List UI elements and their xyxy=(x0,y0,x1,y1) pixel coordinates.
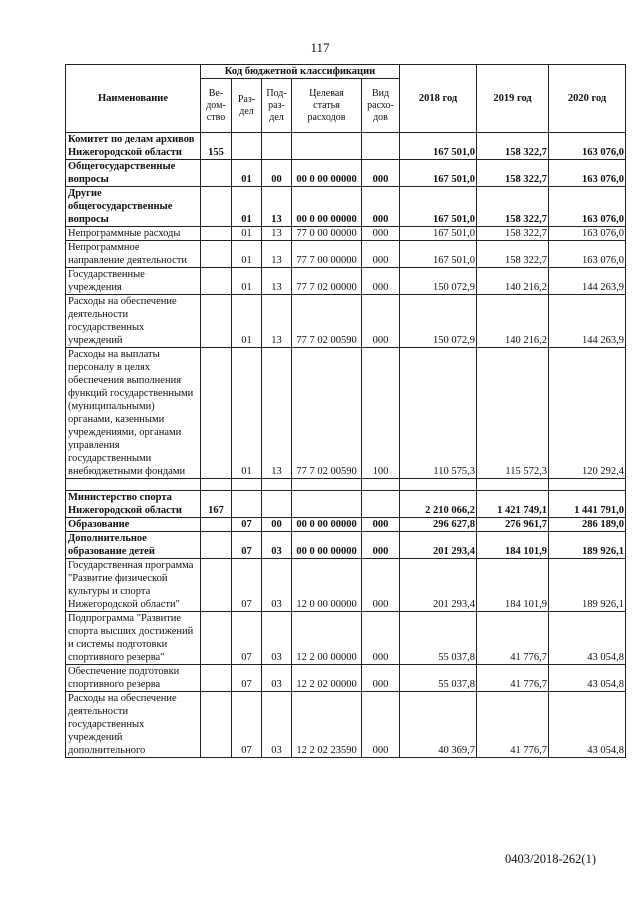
expense-type-cell: 000 xyxy=(362,295,400,348)
empty-cell xyxy=(362,479,400,491)
col-header-2018: 2018 год xyxy=(400,65,477,133)
podrazdel-cell: 00 xyxy=(262,160,292,187)
col-header-tselevaya: Целевая статья расходов xyxy=(292,79,362,133)
amount-2018-cell: 40 369,7 xyxy=(400,692,477,758)
expense-type-cell xyxy=(362,133,400,160)
target-article-cell: 77 0 00 00000 xyxy=(292,227,362,241)
target-article-cell: 00 0 00 00000 xyxy=(292,518,362,532)
amount-2018-cell: 110 575,3 xyxy=(400,348,477,479)
amount-2019-cell: 41 776,7 xyxy=(477,692,549,758)
expense-type-cell: 000 xyxy=(362,692,400,758)
page-number: 117 xyxy=(310,40,330,55)
header-row-top xyxy=(66,65,626,79)
amount-2020-cell: 43 054,8 xyxy=(549,612,626,665)
empty-cell xyxy=(400,479,477,491)
table-row xyxy=(66,665,626,692)
amount-2020-cell: 163 076,0 xyxy=(549,160,626,187)
table-row xyxy=(66,133,626,160)
col-header-name: Наименование xyxy=(66,65,201,133)
name-cell: Другие общегосударственные вопросы xyxy=(66,187,201,227)
podrazdel-cell xyxy=(262,491,292,518)
amount-2018-cell: 55 037,8 xyxy=(400,612,477,665)
col-header-group: Код бюджетной классификации xyxy=(201,65,400,79)
expense-type-cell: 000 xyxy=(362,227,400,241)
razdel-cell: 07 xyxy=(232,612,262,665)
amount-2019-cell: 184 101,9 xyxy=(477,559,549,612)
podrazdel-cell: 13 xyxy=(262,295,292,348)
name-cell: Министерство спорта Нижегородской области xyxy=(66,491,201,518)
amount-2020-cell: 286 189,0 xyxy=(549,518,626,532)
vedomstvo-cell xyxy=(201,187,232,227)
podrazdel-cell xyxy=(262,133,292,160)
amount-2018-cell: 167 501,0 xyxy=(400,160,477,187)
amount-2019-cell: 158 322,7 xyxy=(477,241,549,268)
razdel-cell: 07 xyxy=(232,518,262,532)
target-article-cell: 77 7 02 00590 xyxy=(292,348,362,479)
target-article-cell xyxy=(292,491,362,518)
name-cell: Дополнительное образование детей xyxy=(66,532,201,559)
budget-table xyxy=(65,64,626,758)
podrazdel-cell: 13 xyxy=(262,268,292,295)
razdel-cell: 01 xyxy=(232,241,262,268)
target-article-cell: 12 2 02 00000 xyxy=(292,665,362,692)
col-header-razdel: Раз- дел xyxy=(232,79,262,133)
amount-2020-cell: 1 441 791,0 xyxy=(549,491,626,518)
amount-2018-cell: 150 072,9 xyxy=(400,268,477,295)
vedomstvo-cell xyxy=(201,268,232,295)
amount-2019-cell: 41 776,7 xyxy=(477,612,549,665)
col-header-podrazdel: Под- раз- дел xyxy=(262,79,292,133)
vedomstvo-cell xyxy=(201,160,232,187)
amount-2019-cell: 158 322,7 xyxy=(477,160,549,187)
vedomstvo-cell xyxy=(201,241,232,268)
razdel-cell: 07 xyxy=(232,532,262,559)
table-row xyxy=(66,295,626,348)
vedomstvo-cell xyxy=(201,295,232,348)
amount-2020-cell: 120 292,4 xyxy=(549,348,626,479)
name-cell: Расходы на выплаты персоналу в целях обеспечения выполнения функций государственными (муниципальными) органами, казенными учреждениями, органами управления государственными внебюджетными фондами xyxy=(66,348,201,479)
target-article-cell: 12 2 00 00000 xyxy=(292,612,362,665)
amount-2018-cell: 167 501,0 xyxy=(400,133,477,160)
amount-2020-cell: 163 076,0 xyxy=(549,187,626,227)
table-row xyxy=(66,268,626,295)
vedomstvo-cell xyxy=(201,665,232,692)
empty-cell xyxy=(66,479,201,491)
amount-2019-cell: 158 322,7 xyxy=(477,187,549,227)
amount-2019-cell: 140 216,2 xyxy=(477,295,549,348)
table-row xyxy=(66,532,626,559)
table-row xyxy=(66,518,626,532)
table-row xyxy=(66,241,626,268)
amount-2020-cell: 163 076,0 xyxy=(549,227,626,241)
amount-2020-cell: 163 076,0 xyxy=(549,133,626,160)
name-cell: Непрограммные расходы xyxy=(66,227,201,241)
col-header-vid: Вид расхо- дов xyxy=(362,79,400,133)
name-cell: Непрограммное направление деятельности xyxy=(66,241,201,268)
expense-type-cell: 000 xyxy=(362,518,400,532)
col-header-2020: 2020 год xyxy=(549,65,626,133)
expense-type-cell: 000 xyxy=(362,160,400,187)
target-article-cell xyxy=(292,133,362,160)
name-cell: Образование xyxy=(66,518,201,532)
amount-2019-cell: 1 421 749,1 xyxy=(477,491,549,518)
name-cell: Государственные учреждения xyxy=(66,268,201,295)
expense-type-cell: 000 xyxy=(362,187,400,227)
empty-cell xyxy=(292,479,362,491)
amount-2020-cell: 43 054,8 xyxy=(549,665,626,692)
amount-2018-cell: 167 501,0 xyxy=(400,227,477,241)
amount-2018-cell: 201 293,4 xyxy=(400,532,477,559)
expense-type-cell xyxy=(362,491,400,518)
amount-2018-cell: 55 037,8 xyxy=(400,665,477,692)
name-cell: Комитет по делам архивов Нижегородской области xyxy=(66,133,201,160)
amount-2020-cell: 43 054,8 xyxy=(549,692,626,758)
amount-2020-cell: 163 076,0 xyxy=(549,241,626,268)
target-article-cell: 12 2 02 23590 xyxy=(292,692,362,758)
podrazdel-cell: 00 xyxy=(262,518,292,532)
vedomstvo-cell xyxy=(201,532,232,559)
expense-type-cell: 000 xyxy=(362,612,400,665)
vedomstvo-cell: 155 xyxy=(201,133,232,160)
spacer-row xyxy=(66,479,626,491)
expense-type-cell: 000 xyxy=(362,532,400,559)
expense-type-cell: 000 xyxy=(362,268,400,295)
amount-2018-cell: 296 627,8 xyxy=(400,518,477,532)
amount-2018-cell: 167 501,0 xyxy=(400,241,477,268)
target-article-cell: 00 0 00 00000 xyxy=(292,532,362,559)
podrazdel-cell: 03 xyxy=(262,559,292,612)
table-row xyxy=(66,348,626,479)
name-cell: Государственная программа "Развитие физической культуры и спорта Нижегородской области" xyxy=(66,559,201,612)
target-article-cell: 00 0 00 00000 xyxy=(292,160,362,187)
amount-2018-cell: 167 501,0 xyxy=(400,187,477,227)
razdel-cell: 01 xyxy=(232,227,262,241)
name-cell: Обеспечение подготовки спортивного резерва xyxy=(66,665,201,692)
razdel-cell: 01 xyxy=(232,160,262,187)
amount-2020-cell: 144 263,9 xyxy=(549,295,626,348)
razdel-cell: 07 xyxy=(232,665,262,692)
podrazdel-cell: 13 xyxy=(262,348,292,479)
vedomstvo-cell xyxy=(201,612,232,665)
razdel-cell: 01 xyxy=(232,348,262,479)
vedomstvo-cell xyxy=(201,518,232,532)
empty-cell xyxy=(262,479,292,491)
razdel-cell: 01 xyxy=(232,187,262,227)
target-article-cell: 77 7 00 00000 xyxy=(292,241,362,268)
name-cell: Подпрограмма "Развитие спорта высших достижений и системы подготовки спортивного резерва" xyxy=(66,612,201,665)
amount-2019-cell: 158 322,7 xyxy=(477,227,549,241)
amount-2019-cell: 115 572,3 xyxy=(477,348,549,479)
podrazdel-cell: 13 xyxy=(262,187,292,227)
podrazdel-cell: 13 xyxy=(262,241,292,268)
podrazdel-cell: 13 xyxy=(262,227,292,241)
table-row xyxy=(66,559,626,612)
table-row xyxy=(66,491,626,518)
expense-type-cell: 100 xyxy=(362,348,400,479)
vedomstvo-cell xyxy=(201,692,232,758)
table-row xyxy=(66,227,626,241)
name-cell: Общегосударственные вопросы xyxy=(66,160,201,187)
razdel-cell: 07 xyxy=(232,692,262,758)
amount-2020-cell: 189 926,1 xyxy=(549,532,626,559)
col-header-2019: 2019 год xyxy=(477,65,549,133)
vedomstvo-cell xyxy=(201,348,232,479)
vedomstvo-cell: 167 xyxy=(201,491,232,518)
table-row xyxy=(66,160,626,187)
amount-2019-cell: 158 322,7 xyxy=(477,133,549,160)
razdel-cell xyxy=(232,133,262,160)
document-code: 0403/2018-262(1) xyxy=(505,852,596,866)
amount-2018-cell: 2 210 066,2 xyxy=(400,491,477,518)
empty-cell xyxy=(201,479,232,491)
podrazdel-cell: 03 xyxy=(262,612,292,665)
empty-cell xyxy=(549,479,626,491)
podrazdel-cell: 03 xyxy=(262,665,292,692)
amount-2019-cell: 140 216,2 xyxy=(477,268,549,295)
target-article-cell: 12 0 00 00000 xyxy=(292,559,362,612)
empty-cell xyxy=(232,479,262,491)
expense-type-cell: 000 xyxy=(362,665,400,692)
vedomstvo-cell xyxy=(201,559,232,612)
amount-2018-cell: 201 293,4 xyxy=(400,559,477,612)
amount-2018-cell: 150 072,9 xyxy=(400,295,477,348)
table-row xyxy=(66,692,626,758)
name-cell: Расходы на обеспечение деятельности государственных учреждений дополнительного xyxy=(66,692,201,758)
expense-type-cell: 000 xyxy=(362,559,400,612)
razdel-cell: 07 xyxy=(232,559,262,612)
amount-2020-cell: 189 926,1 xyxy=(549,559,626,612)
amount-2019-cell: 41 776,7 xyxy=(477,665,549,692)
razdel-cell: 01 xyxy=(232,268,262,295)
expense-type-cell: 000 xyxy=(362,241,400,268)
amount-2020-cell: 144 263,9 xyxy=(549,268,626,295)
target-article-cell: 77 7 02 00000 xyxy=(292,268,362,295)
podrazdel-cell: 03 xyxy=(262,532,292,559)
target-article-cell: 00 0 00 00000 xyxy=(292,187,362,227)
col-header-vedomstvo: Ве- дом- ство xyxy=(201,79,232,133)
vedomstvo-cell xyxy=(201,227,232,241)
razdel-cell: 01 xyxy=(232,295,262,348)
amount-2019-cell: 184 101,9 xyxy=(477,532,549,559)
empty-cell xyxy=(477,479,549,491)
podrazdel-cell: 03 xyxy=(262,692,292,758)
target-article-cell: 77 7 02 00590 xyxy=(292,295,362,348)
table-row xyxy=(66,612,626,665)
amount-2019-cell: 276 961,7 xyxy=(477,518,549,532)
table-row xyxy=(66,187,626,227)
name-cell: Расходы на обеспечение деятельности государственных учреждений xyxy=(66,295,201,348)
table-body xyxy=(66,133,626,758)
razdel-cell xyxy=(232,491,262,518)
